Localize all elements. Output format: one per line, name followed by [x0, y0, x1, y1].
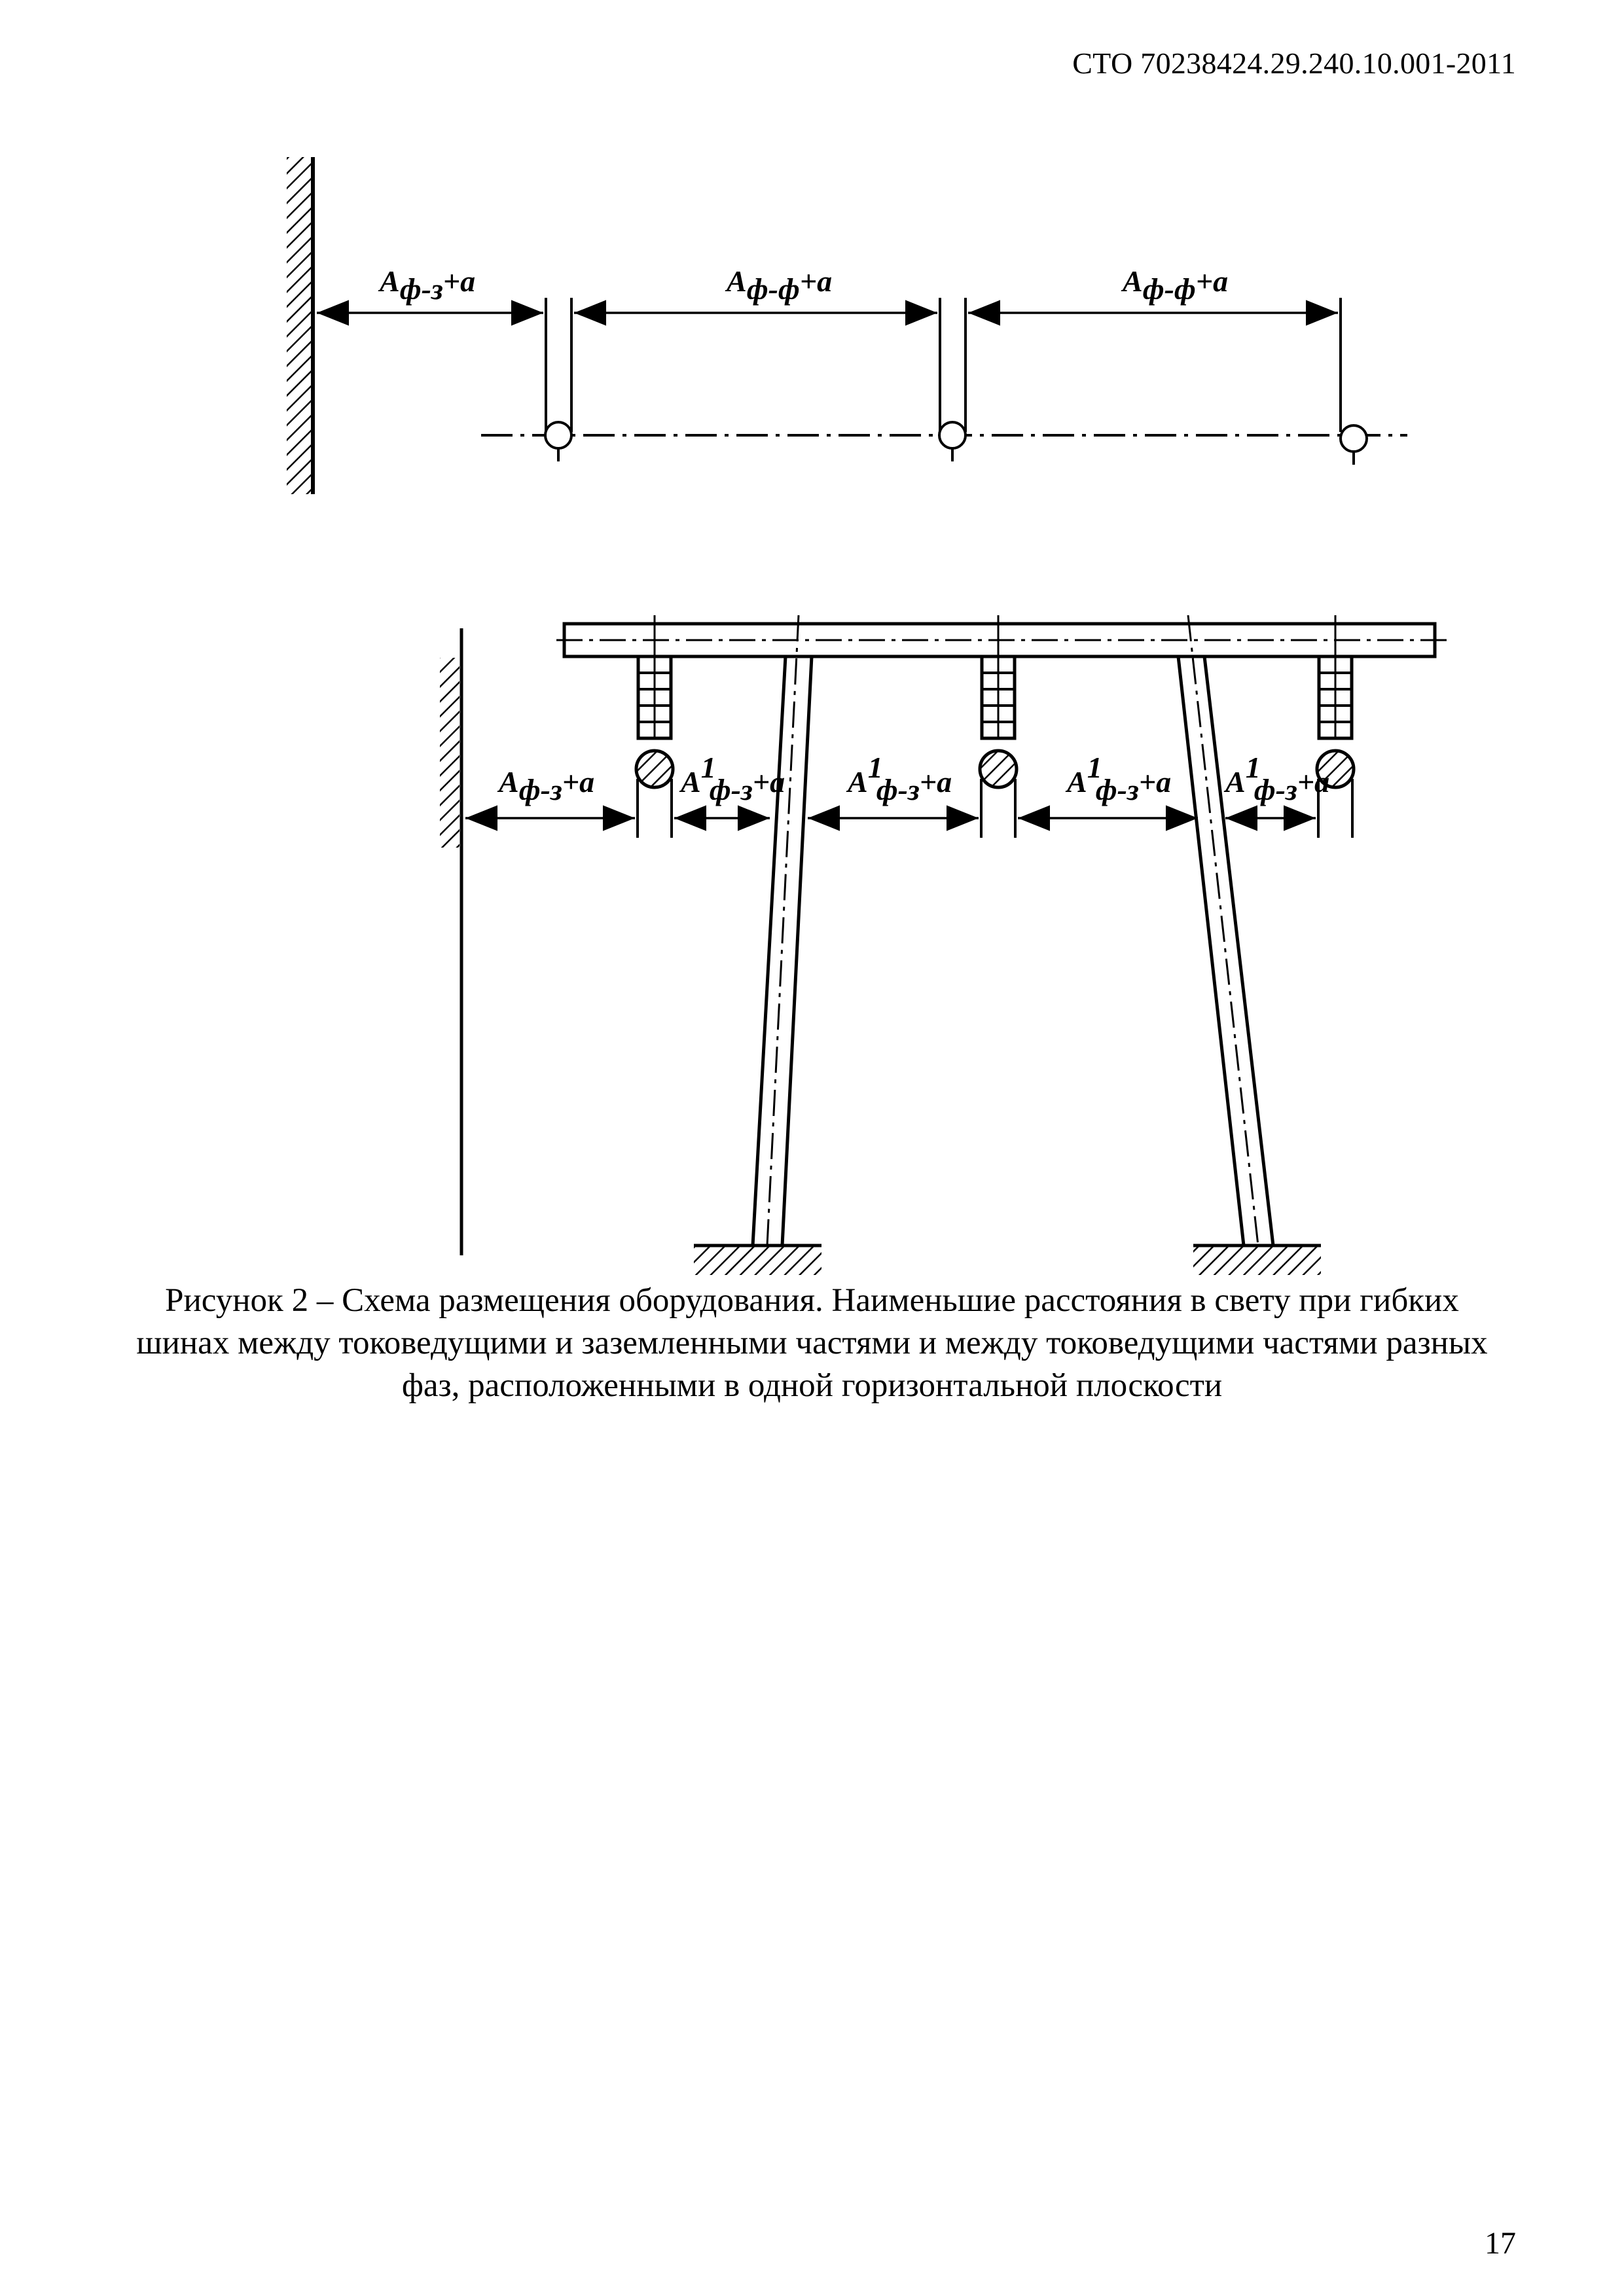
phase-conductor	[980, 751, 1017, 838]
dimension-label: A1 ф-з+a	[848, 751, 952, 806]
dimension-label: A1 ф-з+a	[1067, 751, 1172, 806]
grounded-wall	[440, 628, 461, 1255]
phase-conductor	[545, 298, 571, 461]
grounded-wall	[287, 157, 313, 494]
phase-conductor	[1341, 298, 1367, 465]
portal-support-leg	[694, 615, 821, 1275]
dimension-label: Aф-з+a	[380, 264, 476, 306]
document-code: СТО 70238424.29.240.10.001-2011	[1072, 46, 1516, 80]
phase-conductor	[636, 751, 673, 838]
page-number: 17	[1485, 2226, 1516, 2261]
dimension-label: Aф-з+a	[499, 765, 595, 806]
top-plan-view	[287, 157, 1407, 494]
dimension-label: A1 ф-з+a	[681, 751, 785, 806]
portal-support-leg	[1178, 615, 1321, 1275]
dimension-label: Aф-ф+a	[727, 264, 833, 306]
dimension-label: Aф-ф+a	[1123, 264, 1229, 306]
phase-conductor	[939, 298, 965, 461]
dimension-label: A1 ф-з+a	[1225, 751, 1330, 806]
side-elevation-view	[440, 615, 1450, 1275]
portal-crossbeam	[556, 624, 1450, 656]
figure-caption: Рисунок 2 – Схема размещения оборудования. Наименьшие расстояния в свету при гибких шинах между токоведущими и заземленными частями и между токоведущими частями разных фаз, расположенными в одной горизонтальной плоскости	[136, 1282, 1488, 1404]
